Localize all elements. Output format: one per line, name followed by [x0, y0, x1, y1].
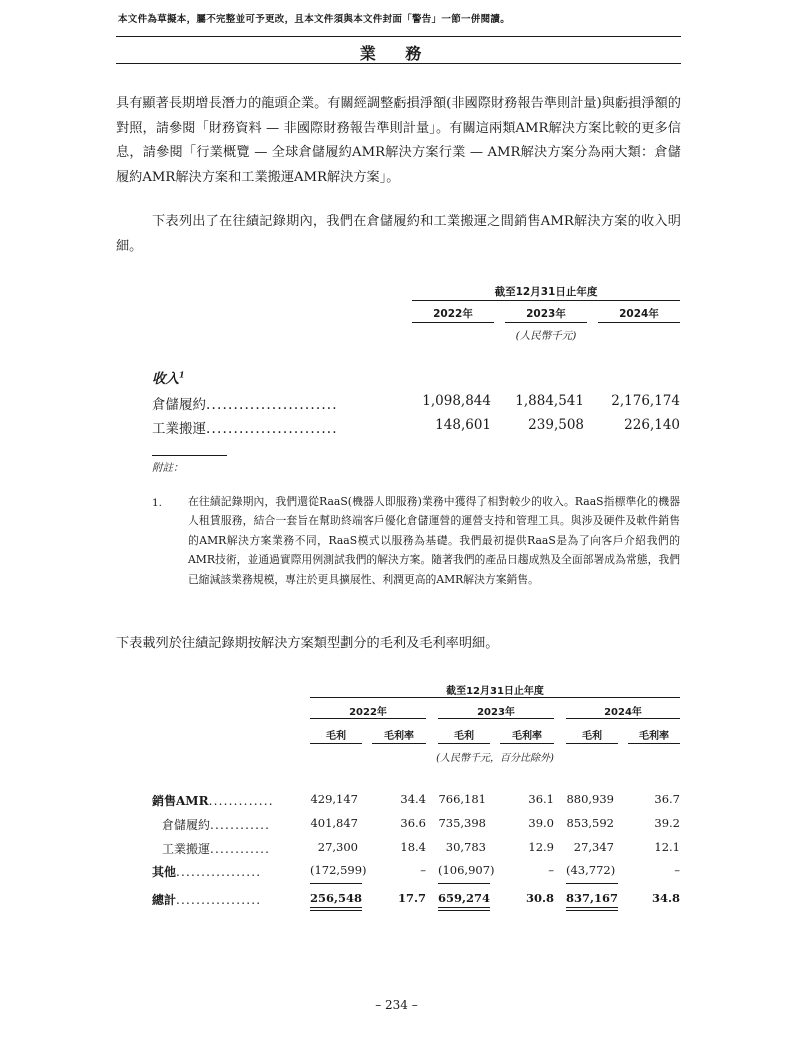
total-double-rule — [566, 910, 618, 911]
margin-cell: 12.9 — [528, 840, 554, 854]
total-double-rule — [310, 910, 362, 911]
margin-header-rule — [310, 697, 680, 698]
margin-cell: 30.8 — [525, 891, 554, 905]
margin-col-gp: 毛利 — [582, 731, 602, 742]
margin-cell: 256,548 — [310, 891, 363, 905]
margin-period-header: 截至12月31日止年度 — [446, 686, 544, 697]
footnote-text: 在往績記錄期內，我們還從RaaS(機器人即服務)業務中獲得了相對較少的收入。RaaS指標準化的機器人租賃服務，結合一套旨在幫助終端客戶優化倉儲運營的運營支持和管理工具。與涉及硬件及軟件銷售的AMR解決方案業務不同，RaaS模式以服務為基礎。我們最初提供RaaS是為了向客戶介紹我們的AMR技術，並通過實際用例測試我們的解決方案。隨著我們的產品日趨成熟及全面部署成為常態，我們已縮減該業務規模，專注於更具擴展性、利潤更高的AMR解決方案銷售。 — [188, 495, 680, 586]
notes-heading: 附註： — [152, 462, 184, 474]
paragraph-2: 下表列出了在往績記錄期內，我們在倉儲履約和工業搬運之間銷售AMR解決方案的收入明細。 — [116, 214, 681, 254]
revenue-cell: 2,176,174 — [611, 393, 680, 409]
revenue-cell: 239,508 — [528, 417, 584, 433]
paragraph-1: 具有顯著長期增長潛力的龍頭企業。有關經調整虧損淨額(非國際財務報告準則計量)與虧損淨額的對照，請參閱「財務資料 — 非國際財務報告準則計量」。有關這兩類AMR解決方案比較的更多信息，請參閱「行業概覽 — 全球倉儲履約AMR解決方案行業 — AMR解決方案分為兩大類：倉儲履約AMR解決方案和工業搬運AMR解決方案」。 — [116, 96, 681, 185]
revenue-row-industrial: 工業搬運........................ — [152, 421, 338, 437]
margin-cell: 30,783 — [445, 840, 486, 854]
total-rule — [438, 907, 490, 908]
total-double-rule — [438, 910, 490, 911]
margin-year-2024: 2024年 — [604, 707, 642, 718]
margin-cell: 853,592 — [566, 816, 614, 830]
paragraph-3: 下表載列於往績記錄期按解決方案類型劃分的毛利及毛利率明細。 — [116, 636, 499, 651]
margin-cell: (172,599) — [310, 863, 367, 877]
revenue-cell: 1,884,541 — [515, 393, 584, 409]
revenue-year-rule-3 — [598, 322, 680, 323]
page-number: – 234 – — [375, 998, 418, 1012]
margin-col-gm: 毛利率 — [384, 731, 414, 742]
total-rule — [566, 907, 618, 908]
total-rule — [310, 907, 362, 908]
revenue-row-warehouse: 倉儲履約........................ — [152, 397, 338, 413]
margin-cell: – — [548, 863, 554, 877]
notes-rule — [152, 455, 227, 456]
margin-cell: (43,772) — [566, 863, 616, 877]
margin-cell: 18.4 — [400, 840, 426, 854]
margin-cell: 659,274 — [438, 891, 491, 905]
margin-cell: 766,181 — [438, 792, 486, 806]
subtotal-rule — [566, 883, 618, 884]
margin-col-gm: 毛利率 — [639, 731, 669, 742]
margin-cell: 39.2 — [654, 816, 680, 830]
margin-cell: 880,939 — [566, 792, 614, 806]
footnote-number: 1. — [152, 497, 163, 509]
revenue-cell: 148,601 — [435, 417, 491, 433]
margin-cell: 27,347 — [573, 840, 614, 854]
subtotal-rule — [310, 883, 362, 884]
subtotal-rule — [438, 883, 490, 884]
revenue-year-2022: 2022年 — [433, 308, 473, 320]
margin-cell: 17.7 — [397, 891, 426, 905]
margin-row-label: 銷售AMR............. — [152, 794, 274, 808]
margin-cell: 34.4 — [400, 792, 426, 806]
margin-row-label: 總計................. — [152, 893, 262, 907]
header-rule-top — [116, 36, 681, 37]
margin-cell: 735,398 — [438, 816, 486, 830]
margin-year-rule-3 — [566, 718, 680, 719]
margin-row-label: 倉儲履約............ — [162, 818, 271, 832]
margin-cell: 36.7 — [654, 792, 680, 806]
margin-cell: – — [420, 863, 426, 877]
margin-unit: (人民幣千元，百分比除外) — [436, 753, 554, 764]
revenue-period-header: 截至12月31日止年度 — [494, 286, 598, 298]
revenue-unit: (人民幣千元) — [515, 330, 577, 342]
draft-notice: 本文件為草擬本，屬不完整並可予更改，且本文件須與本文件封面「警告」一節一併閱讀。 — [118, 14, 511, 25]
revenue-year-rule-2 — [505, 322, 587, 323]
margin-cell: 401,847 — [310, 816, 358, 830]
margin-row-label: 其他................. — [152, 865, 262, 879]
margin-cell: 39.0 — [528, 816, 554, 830]
margin-cell: 36.6 — [400, 816, 426, 830]
revenue-year-2024: 2024年 — [619, 308, 659, 320]
margin-col-gm: 毛利率 — [512, 731, 542, 742]
margin-cell: 429,147 — [310, 792, 358, 806]
revenue-year-2023: 2023年 — [526, 308, 566, 320]
margin-col-gp: 毛利 — [454, 731, 474, 742]
revenue-year-rule-1 — [412, 322, 494, 323]
margin-cell: (106,907) — [438, 863, 495, 877]
margin-cell: 36.1 — [528, 792, 554, 806]
margin-cell: – — [674, 863, 680, 877]
margin-year-2022: 2022年 — [349, 707, 387, 718]
margin-col-gp: 毛利 — [326, 731, 346, 742]
revenue-header-rule — [412, 300, 680, 301]
margin-cell: 12.1 — [654, 840, 680, 854]
revenue-cell: 226,140 — [624, 417, 680, 433]
margin-year-rule-1 — [310, 718, 426, 719]
revenue-cell: 1,098,844 — [422, 393, 491, 409]
revenue-section-label: 收入$^1$ — [152, 369, 185, 387]
margin-year-2023: 2023年 — [477, 707, 515, 718]
margin-cell: 34.8 — [651, 891, 680, 905]
section-title: 業 務 — [359, 44, 434, 63]
margin-cell: 837,167 — [566, 891, 619, 905]
margin-year-rule-2 — [438, 718, 554, 719]
header-rule-bottom — [116, 63, 681, 64]
margin-row-label: 工業搬運............ — [162, 842, 271, 856]
margin-cell: 27,300 — [317, 840, 358, 854]
